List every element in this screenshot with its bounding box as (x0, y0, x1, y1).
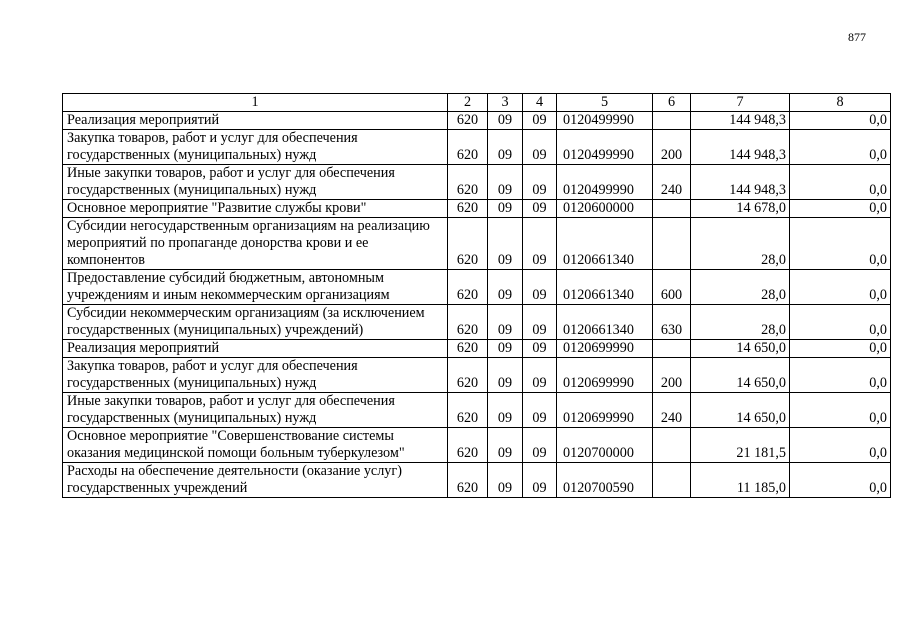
col-8-cell: 0,0 (790, 305, 891, 340)
col-7-cell: 14 650,0 (691, 340, 790, 358)
col-7-cell: 144 948,3 (691, 112, 790, 130)
header-cell: 5 (557, 94, 653, 112)
col-6-cell: 600 (653, 270, 691, 305)
col-8-cell: 0,0 (790, 130, 891, 165)
col-4-cell: 09 (523, 165, 557, 200)
col-8-cell: 0,0 (790, 358, 891, 393)
row-name: Субсидии негосударственным организациям на реализацию мероприятий по пропаганде донорства крови и ее компонентов (63, 218, 448, 270)
header-cell: 2 (448, 94, 488, 112)
col-6-cell (653, 428, 691, 463)
col-2-cell: 620 (448, 165, 488, 200)
col-7-cell: 21 181,5 (691, 428, 790, 463)
col-8-cell: 0,0 (790, 463, 891, 498)
col-7-cell: 28,0 (691, 305, 790, 340)
col-5-cell: 0120600000 (557, 200, 653, 218)
row-name: Реализация мероприятий (63, 112, 448, 130)
col-7-cell: 144 948,3 (691, 165, 790, 200)
col-3-cell: 09 (488, 305, 523, 340)
header-cell: 6 (653, 94, 691, 112)
page-number: 877 (848, 30, 866, 44)
col-3-cell: 09 (488, 340, 523, 358)
col-5-cell: 0120499990 (557, 130, 653, 165)
header-cell: 3 (488, 94, 523, 112)
row-name: Закупка товаров, работ и услуг для обеспечения государственных (муниципальных) нужд (63, 358, 448, 393)
row-name: Расходы на обеспечение деятельности (оказание услуг) государственных учреждений (63, 463, 448, 498)
col-5-cell: 0120661340 (557, 270, 653, 305)
col-8-cell: 0,0 (790, 165, 891, 200)
budget-table (62, 93, 891, 498)
table-row (63, 358, 891, 393)
col-3-cell: 09 (488, 463, 523, 498)
col-4-cell: 09 (523, 130, 557, 165)
col-2-cell: 620 (448, 270, 488, 305)
row-name: Иные закупки товаров, работ и услуг для обеспечения государственных (муниципальных) нужд (63, 165, 448, 200)
col-4-cell: 09 (523, 358, 557, 393)
col-2-cell: 620 (448, 428, 488, 463)
col-3-cell: 09 (488, 270, 523, 305)
header-cell: 4 (523, 94, 557, 112)
table-row (63, 218, 891, 270)
col-6-cell (653, 463, 691, 498)
col-2-cell: 620 (448, 112, 488, 130)
table-row (63, 393, 891, 428)
col-4-cell: 09 (523, 305, 557, 340)
table-row (63, 428, 891, 463)
col-3-cell: 09 (488, 130, 523, 165)
col-4-cell: 09 (523, 270, 557, 305)
col-5-cell: 0120700000 (557, 428, 653, 463)
row-name: Субсидии некоммерческим организациям (за исключением государственных (муниципальных) учреждений) (63, 305, 448, 340)
col-4-cell: 09 (523, 112, 557, 130)
header-cell: 8 (790, 94, 891, 112)
row-name: Иные закупки товаров, работ и услуг для обеспечения государственных (муниципальных) нужд (63, 393, 448, 428)
col-5-cell: 0120699990 (557, 393, 653, 428)
col-7-cell: 28,0 (691, 218, 790, 270)
col-4-cell: 09 (523, 200, 557, 218)
col-8-cell: 0,0 (790, 428, 891, 463)
col-2-cell: 620 (448, 218, 488, 270)
col-4-cell: 09 (523, 218, 557, 270)
row-name: Основное мероприятие "Развитие службы крови" (63, 200, 448, 218)
col-3-cell: 09 (488, 393, 523, 428)
col-2-cell: 620 (448, 463, 488, 498)
col-6-cell: 240 (653, 165, 691, 200)
col-5-cell: 0120499990 (557, 112, 653, 130)
col-6-cell (653, 200, 691, 218)
col-4-cell: 09 (523, 463, 557, 498)
col-8-cell: 0,0 (790, 393, 891, 428)
table-row (63, 463, 891, 498)
col-3-cell: 09 (488, 358, 523, 393)
col-7-cell: 144 948,3 (691, 130, 790, 165)
col-8-cell: 0,0 (790, 218, 891, 270)
col-6-cell (653, 218, 691, 270)
col-6-cell: 200 (653, 130, 691, 165)
col-5-cell: 0120700590 (557, 463, 653, 498)
col-8-cell: 0,0 (790, 112, 891, 130)
col-4-cell: 09 (523, 428, 557, 463)
col-5-cell: 0120661340 (557, 305, 653, 340)
row-name: Реализация мероприятий (63, 340, 448, 358)
col-8-cell: 0,0 (790, 340, 891, 358)
col-3-cell: 09 (488, 428, 523, 463)
col-5-cell: 0120499990 (557, 165, 653, 200)
col-7-cell: 11 185,0 (691, 463, 790, 498)
row-name: Предоставление субсидий бюджетным, автономным учреждениям и иным некоммерческим организациям (63, 270, 448, 305)
col-7-cell: 14 678,0 (691, 200, 790, 218)
table-row (63, 305, 891, 340)
col-8-cell: 0,0 (790, 200, 891, 218)
col-3-cell: 09 (488, 218, 523, 270)
col-6-cell: 240 (653, 393, 691, 428)
col-6-cell: 200 (653, 358, 691, 393)
col-5-cell: 0120699990 (557, 358, 653, 393)
col-6-cell: 630 (653, 305, 691, 340)
col-5-cell: 0120661340 (557, 218, 653, 270)
col-4-cell: 09 (523, 340, 557, 358)
col-3-cell: 09 (488, 112, 523, 130)
col-2-cell: 620 (448, 130, 488, 165)
col-3-cell: 09 (488, 165, 523, 200)
col-6-cell (653, 112, 691, 130)
row-name: Закупка товаров, работ и услуг для обеспечения государственных (муниципальных) нужд (63, 130, 448, 165)
col-3-cell: 09 (488, 200, 523, 218)
col-2-cell: 620 (448, 393, 488, 428)
col-4-cell: 09 (523, 393, 557, 428)
table-row (63, 200, 891, 218)
col-2-cell: 620 (448, 305, 488, 340)
header-row (63, 94, 891, 112)
row-name: Основное мероприятие "Совершенствование системы оказания медицинской помощи больным туберкулезом" (63, 428, 448, 463)
col-5-cell: 0120699990 (557, 340, 653, 358)
col-2-cell: 620 (448, 200, 488, 218)
col-7-cell: 14 650,0 (691, 393, 790, 428)
table-row (63, 165, 891, 200)
col-8-cell: 0,0 (790, 270, 891, 305)
table-row (63, 112, 891, 130)
header-cell: 7 (691, 94, 790, 112)
col-2-cell: 620 (448, 358, 488, 393)
col-7-cell: 28,0 (691, 270, 790, 305)
table-row (63, 340, 891, 358)
header-cell: 1 (63, 94, 448, 112)
col-7-cell: 14 650,0 (691, 358, 790, 393)
table-row (63, 130, 891, 165)
col-6-cell (653, 340, 691, 358)
col-2-cell: 620 (448, 340, 488, 358)
table-row (63, 270, 891, 305)
